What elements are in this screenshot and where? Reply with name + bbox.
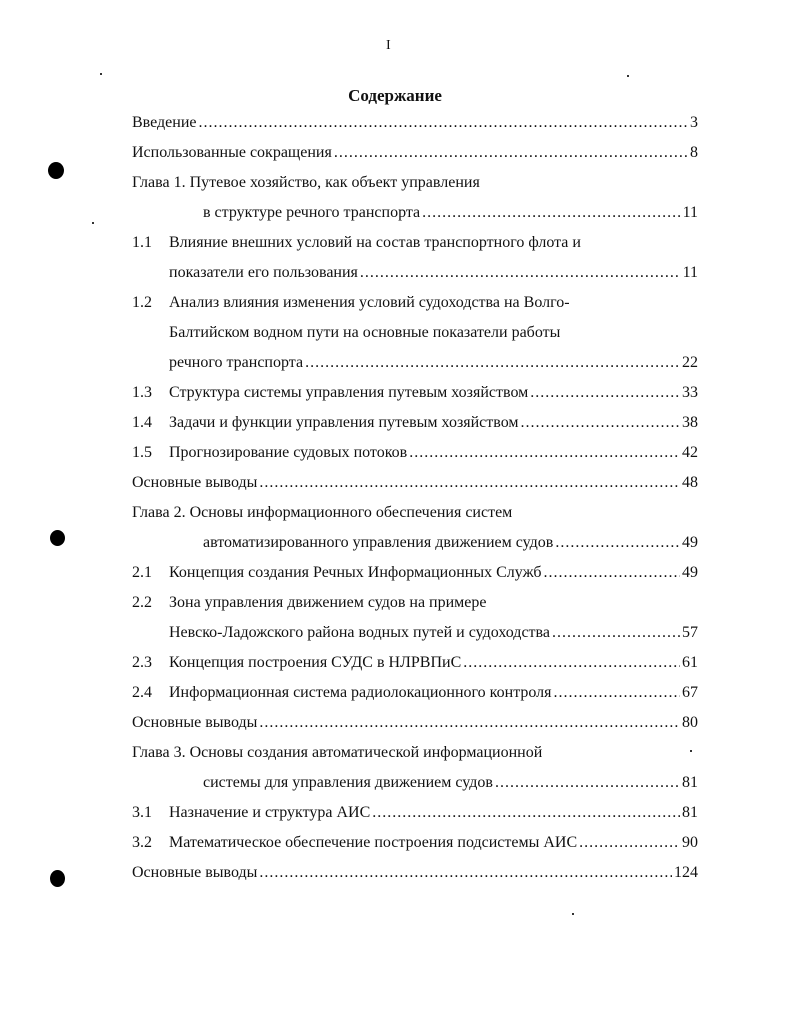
- dot-leader: [554, 684, 680, 702]
- dot-leader: [409, 444, 680, 462]
- entry-page-number: 90: [682, 834, 698, 851]
- entry-page-number: 42: [682, 444, 698, 461]
- dot-leader: [305, 354, 680, 372]
- entry-title: Балтийском водном пути на основные показатели работы: [169, 324, 561, 341]
- dot-leader: [495, 774, 680, 792]
- page-title: Содержание: [348, 86, 442, 105]
- toc-entry: [132, 864, 698, 886]
- dot-leader: [334, 144, 688, 162]
- entry-page-number: 61: [682, 654, 698, 671]
- entry-page-number: 11: [682, 204, 698, 221]
- dot-leader: [259, 864, 672, 882]
- section-number: 3.2: [132, 834, 152, 851]
- dot-leader: [372, 804, 680, 822]
- scan-speck: [572, 913, 574, 915]
- toc-entry: [203, 534, 698, 556]
- toc-entry: [132, 624, 698, 646]
- scan-speck: [100, 73, 102, 75]
- entry-page-number: 67: [682, 684, 698, 701]
- entry-title: Невско-Ладожского района водных путей и судоходства: [169, 624, 550, 641]
- entry-page-number: 80: [682, 714, 698, 731]
- dot-leader: [521, 414, 680, 432]
- dot-leader: [360, 264, 681, 282]
- section-number: 1.4: [132, 414, 152, 431]
- toc-entry: [132, 324, 698, 346]
- dot-leader: [555, 534, 680, 552]
- entry-title: показатели его пользования: [169, 264, 358, 281]
- toc-entry: [132, 504, 698, 526]
- section-number: 3.1: [132, 804, 152, 821]
- page-number: I: [386, 38, 391, 53]
- entry-title: Влияние внешних условий на состав транспортного флота и: [169, 234, 581, 251]
- toc-entry: [132, 594, 698, 616]
- scan-speck: [627, 75, 629, 77]
- entry-title: Зона управления движением судов на примере: [169, 594, 487, 611]
- toc-entry: [132, 684, 698, 706]
- entry-page-number: 124: [674, 864, 698, 881]
- entry-page-number: 48: [682, 474, 698, 491]
- section-number: 2.2: [132, 594, 152, 611]
- toc-entry: [132, 414, 698, 436]
- entry-page-number: 3: [690, 114, 698, 131]
- entry-title: Назначение и структура АИС: [169, 804, 371, 821]
- toc-entry: [203, 774, 698, 796]
- toc-entry: [132, 354, 698, 376]
- section-number: 2.1: [132, 564, 152, 581]
- toc-entry: [132, 264, 698, 286]
- dot-leader: [259, 474, 680, 492]
- toc-entry: [132, 654, 698, 676]
- section-number: 1.2: [132, 294, 152, 311]
- toc-entry: [132, 444, 698, 466]
- scan-speck: [92, 222, 94, 224]
- section-number: 1.5: [132, 444, 152, 461]
- entry-page-number: 22: [682, 354, 698, 371]
- entry-page-number: 57: [682, 624, 698, 641]
- entry-title: Концепция построения СУДС в НЛРВПиС: [169, 654, 462, 671]
- toc-entry: [132, 294, 698, 316]
- scan-speck: [690, 750, 692, 752]
- entry-page-number: 11: [682, 264, 698, 281]
- entry-title: Математическое обеспечение построения подсистемы АИС: [169, 834, 578, 851]
- entry-page-number: 81: [682, 804, 698, 821]
- entry-title: Анализ влияния изменения условий судоходства на Волго-: [169, 294, 570, 311]
- section-number: 2.4: [132, 684, 152, 701]
- toc-entry: [132, 834, 698, 856]
- entry-title: Концепция создания Речных Информационных Служб: [169, 564, 542, 581]
- entry-page-number: 49: [682, 564, 698, 581]
- toc-entry: [132, 114, 698, 136]
- entry-title: Использованные сокращения: [132, 144, 332, 161]
- dot-leader: [530, 384, 680, 402]
- section-number: 1.1: [132, 234, 152, 251]
- toc-entry: [132, 804, 698, 826]
- entry-title: Введение: [132, 114, 197, 131]
- entry-title: автоматизированного управления движением судов: [203, 534, 554, 551]
- entry-page-number: 8: [690, 144, 698, 161]
- entry-title: Глава 2. Основы информационного обеспечения систем: [132, 504, 513, 521]
- dot-leader: [199, 114, 689, 132]
- entry-page-number: 38: [682, 414, 698, 431]
- toc-entry: [132, 564, 698, 586]
- entry-title: Структура системы управления путевым хозяйством: [169, 384, 529, 401]
- toc-entry: [132, 384, 698, 406]
- entry-title: системы для управления движением судов: [203, 774, 493, 791]
- entry-title: Прогнозирование судовых потоков: [169, 444, 408, 461]
- dot-leader: [422, 204, 680, 222]
- dot-leader: [552, 624, 680, 642]
- entry-title: Основные выводы: [132, 474, 258, 491]
- toc-entry: [132, 474, 698, 496]
- toc-entry: [132, 174, 698, 196]
- toc-entry: [132, 144, 698, 166]
- entry-title: Информационная система радиолокационного контроля: [169, 684, 552, 701]
- entry-title: речного транспорта: [169, 354, 304, 371]
- punch-hole-mark: [50, 530, 65, 546]
- dot-leader: [579, 834, 680, 852]
- entry-title: Задачи и функции управления путевым хозяйством: [169, 414, 519, 431]
- toc-entry: [203, 204, 698, 226]
- punch-hole-mark: [48, 162, 64, 179]
- section-number: 2.3: [132, 654, 152, 671]
- entry-page-number: 81: [682, 774, 698, 791]
- entry-page-number: 33: [682, 384, 698, 401]
- entry-title: Глава 3. Основы создания автоматической информационной: [132, 744, 543, 761]
- toc-entry: [132, 714, 698, 736]
- toc-entry: [132, 234, 698, 256]
- punch-hole-mark: [50, 870, 65, 887]
- entry-title: Основные выводы: [132, 864, 258, 881]
- dot-leader: [544, 564, 680, 582]
- toc-entry: [132, 744, 698, 766]
- entry-title: Основные выводы: [132, 714, 258, 731]
- section-number: 1.3: [132, 384, 152, 401]
- dot-leader: [259, 714, 680, 732]
- dot-leader: [463, 654, 680, 672]
- entry-title: Глава 1. Путевое хозяйство, как объект управления: [132, 174, 480, 191]
- entry-page-number: 49: [682, 534, 698, 551]
- entry-title: в структуре речного транспорта: [203, 204, 421, 221]
